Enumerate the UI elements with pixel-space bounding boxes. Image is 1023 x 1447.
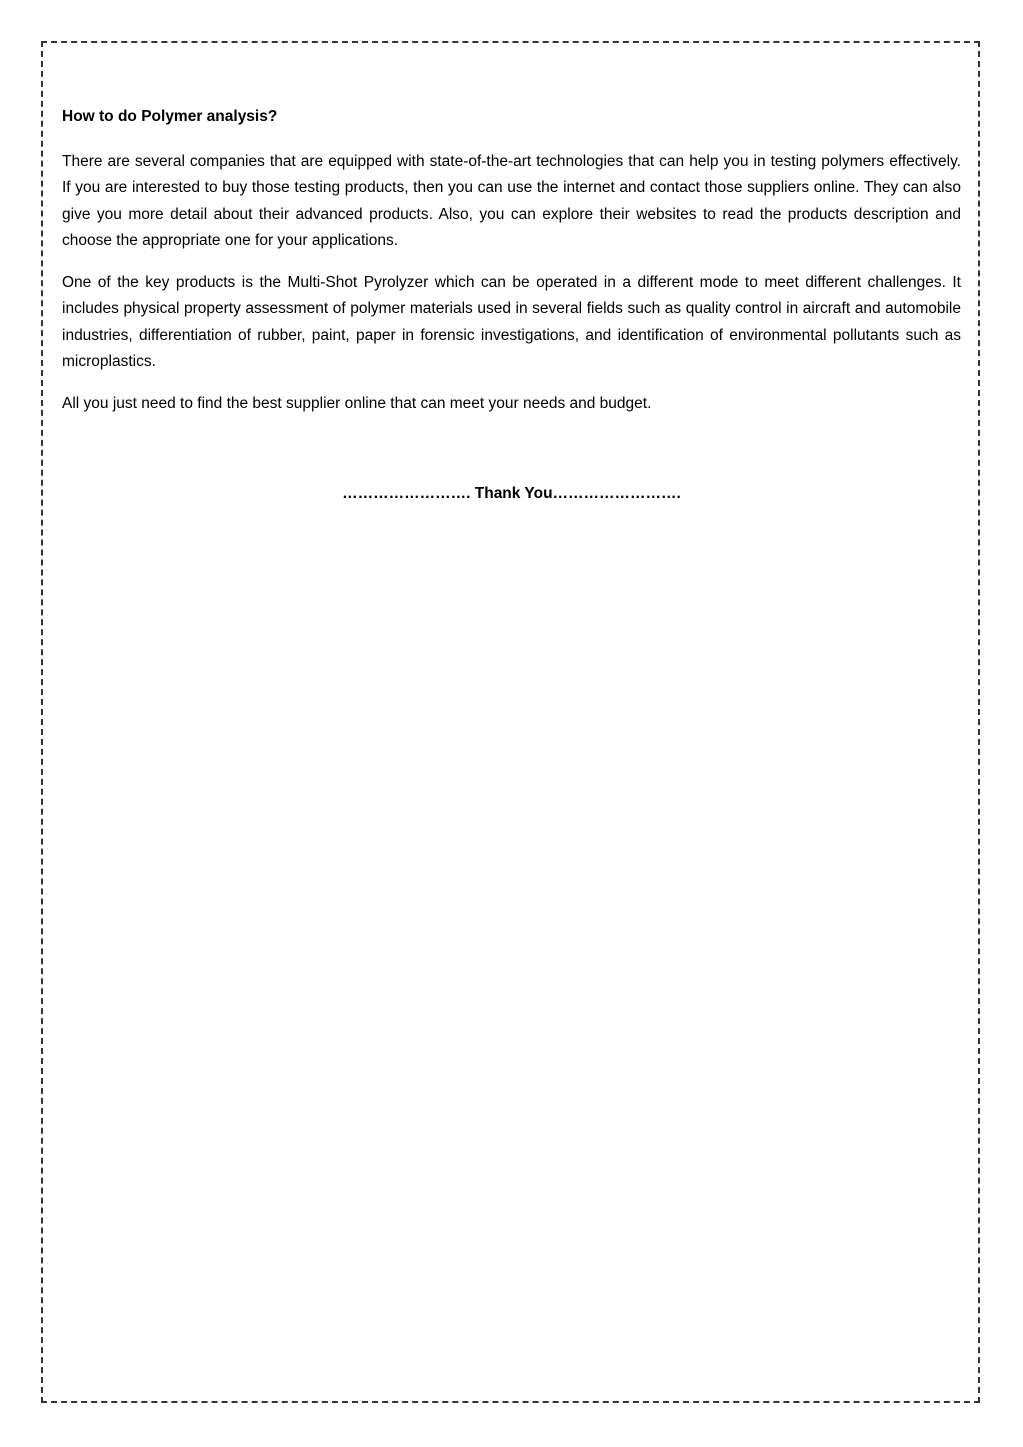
paragraph-conclusion: All you just need to find the best supplier online that can meet your needs and budget. (62, 395, 652, 413)
thank-you-line: ……………………. Thank You……………………. (342, 485, 681, 502)
paragraph-intro: There are several companies that are equipped with state-of-the-art technologies that can help you in testing polymers effectively. If you are interested to buy those testing products, then you can use the internet and contact those suppliers online. They can also give you more detail about their advanced products. Also, you can explore their websites to read the products description and choose the appropriate one for your applications. (62, 153, 961, 249)
document-body (62, 106, 961, 434)
document-heading: How to do Polymer analysis? (62, 108, 278, 125)
paragraph-pyrolyzer: One of the key products is the Multi-Shot Pyrolyzer which can be operated in a different mode to meet different challenges. It includes physical property assessment of polymer materials used in several fields such as quality control in aircraft and automobile industries, differentiation of rubber, paint, paper in forensic investigations, and identification of environmental pollutants such as microplastics. (62, 274, 961, 371)
